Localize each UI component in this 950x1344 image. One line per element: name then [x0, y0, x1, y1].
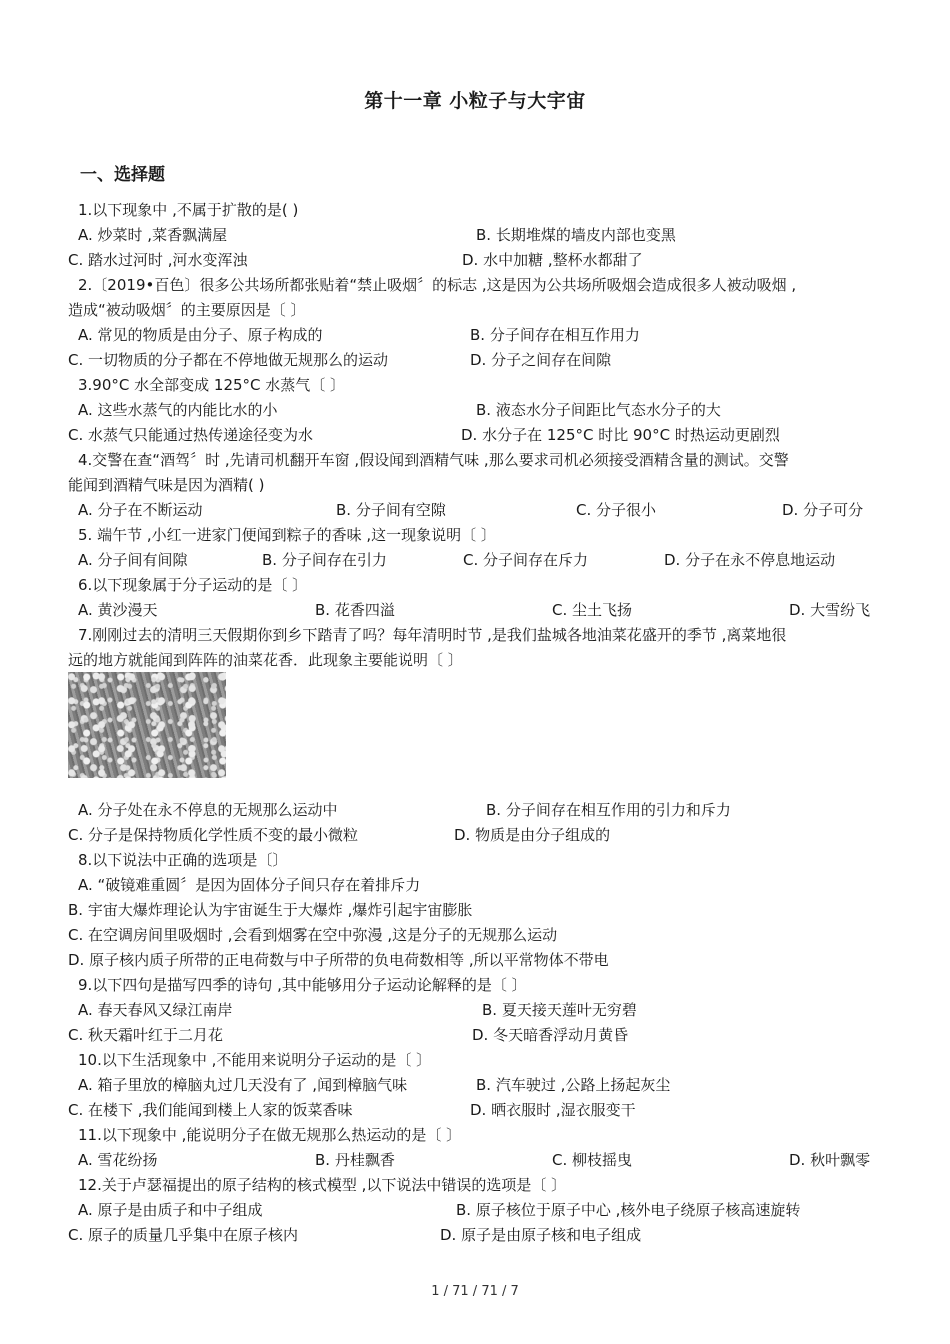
- answer-option: D. 秋叶飘零: [789, 1151, 871, 1169]
- question-text: 4.交警在查“酒驾〞时 ,先请司机翻开车窗 ,假设闻到酒精气味 ,那么要求司机必须接受酒精含量的测试。交警: [78, 451, 789, 469]
- answer-option: B. 分子间有空隙: [336, 501, 446, 519]
- question-text: 1.以下现象中 ,不属于扩散的是( ): [78, 201, 299, 219]
- answer-option: A. 箱子里放的樟脑丸过几天没有了 ,闻到樟脑气味: [78, 1076, 408, 1094]
- question-text: B. 宇宙大爆炸理论认为宇宙诞生于大爆炸 ,爆炸引起宇宙膨胀: [68, 901, 473, 919]
- answer-option: B. 丹桂飘香: [315, 1151, 395, 1169]
- answer-option: C. 分子是保持物质化学性质不变的最小微粒: [68, 826, 359, 844]
- answer-option: D. 水中加糖 ,整杯水都甜了: [462, 251, 643, 269]
- answer-option: A. 分子处在永不停息的无规那么运动中: [78, 801, 338, 819]
- answer-option: A. 黄沙漫天: [78, 601, 158, 619]
- answer-option: A. 分子在不断运动: [78, 501, 203, 519]
- answer-option: C. 在楼下 ,我们能闻到楼上人家的饭菜香味: [68, 1101, 353, 1119]
- answer-option: B. 长期堆煤的墙皮内部也变黑: [476, 226, 676, 244]
- answer-option: B. 夏天接天莲叶无穷碧: [482, 1001, 637, 1019]
- question-text: 3.90°C 水全部变成 125°C 水蒸气〔 〕: [78, 376, 346, 394]
- answer-option: C. 一切物质的分子都在不停地做无规那么的运动: [68, 351, 389, 369]
- answer-option: B. 花香四溢: [315, 601, 395, 619]
- answer-option: B. 分子间存在引力: [262, 551, 387, 569]
- answer-option: C. 踏水过河时 ,河水变浑浊: [68, 251, 248, 269]
- question-text: 远的地方就能闻到阵阵的油菜花香．此现象主要能说明〔 〕: [68, 651, 463, 669]
- page-footer: 1 / 71 / 71 / 7: [431, 1284, 519, 1299]
- answer-option: A. 雪花纷扬: [78, 1151, 158, 1169]
- answer-option: A. 这些水蒸气的内能比水的小: [78, 401, 278, 419]
- answer-option: A. 常见的物质是由分子、原子构成的: [78, 326, 323, 344]
- question-text: 7.刚刚过去的清明三天假期你到乡下踏青了吗？每年清明时节 ,是我们盐城各地油菜花盛开的季节 ,离菜地很: [78, 626, 787, 644]
- answer-option: A. 春天春风又绿江南岸: [78, 1001, 233, 1019]
- answer-option: D. 原子是由原子核和电子组成: [440, 1226, 642, 1244]
- answer-option: D. 冬天暗香浮动月黄昏: [472, 1026, 629, 1044]
- answer-option: A. 分子间有间隙: [78, 551, 188, 569]
- answer-option: D. 分子在永不停息地运动: [664, 551, 836, 569]
- question-text: 2.〔2019•百色〕很多公共场所都张贴着“禁止吸烟〞的标志 ,这是因为公共场所吸烟会造成很多人被动吸烟 ,: [78, 276, 797, 294]
- question-text: 造成“被动吸烟〞的主要原因是〔 〕: [68, 301, 306, 319]
- question-text: 12.关于卢瑟福提出的原子结构的核式模型 ,以下说法中错误的选项是〔 〕: [78, 1176, 567, 1194]
- question-text: 能闻到酒精气味是因为酒精( ): [68, 476, 265, 494]
- answer-option: C. 分子很小: [576, 501, 657, 519]
- question-text: 10.以下生活现象中 ,不能用来说明分子运动的是〔 〕: [78, 1051, 432, 1069]
- answer-option: B. 原子核位于原子中心 ,核外电子绕原子核高速旋转: [456, 1201, 801, 1219]
- answer-option: D. 水分子在 125°C 时比 90°C 时热运动更剧烈: [461, 426, 780, 444]
- answer-option: C. 分子间存在斥力: [463, 551, 589, 569]
- answer-option: D. 大雪纷飞: [789, 601, 871, 619]
- answer-option: D. 物质是由分子组成的: [454, 826, 611, 844]
- answer-option: B. 汽车驶过 ,公路上扬起灰尘: [476, 1076, 671, 1094]
- question-text: D. 原子核内质子所带的正电荷数与中子所带的负电荷数相等 ,所以平常物体不带电: [68, 951, 609, 969]
- answer-option: C. 柳枝摇曳: [552, 1151, 633, 1169]
- question-text: 5. 端午节 ,小红一进家门便闻到粽子的香味 ,这一现象说明〔 〕: [78, 526, 496, 544]
- answer-option: B. 液态水分子间距比气态水分子的大: [476, 401, 721, 419]
- question-text: C. 在空调房间里吸烟时 ,会看到烟雾在空中弥漫 ,这是分子的无规那么运动: [68, 926, 558, 944]
- question-text: 11.以下现象中 ,能说明分子在做无规那么热运动的是〔 〕: [78, 1126, 462, 1144]
- answer-option: C. 秋天霜叶红于二月花: [68, 1026, 224, 1044]
- answer-option: D. 分子可分: [782, 501, 864, 519]
- answer-option: D. 晒衣服时 ,湿衣服变干: [470, 1101, 636, 1119]
- answer-option: D. 分子之间存在间隙: [470, 351, 612, 369]
- section-heading: 一、选择题: [80, 165, 165, 185]
- question-text: A. “破镜难重圆〞是因为固体分子间只存在着排斥力: [78, 876, 421, 894]
- answer-option: B. 分子间存在相互作用力: [470, 326, 640, 344]
- question-text: 9.以下四句是描写四季的诗句 ,其中能够用分子运动论解释的是〔 〕: [78, 976, 527, 994]
- question-text: 6.以下现象属于分子运动的是〔 〕: [78, 576, 308, 594]
- answer-option: C. 原子的质量几乎集中在原子核内: [68, 1226, 299, 1244]
- answer-option: A. 炒菜时 ,菜香飘满屋: [78, 226, 228, 244]
- rapeseed-flower-photo: [68, 672, 226, 778]
- question-text: 8.以下说法中正确的选项是〔〕: [78, 851, 288, 869]
- answer-option: C. 水蒸气只能通过热传递途径变为水: [68, 426, 314, 444]
- answer-option: A. 原子是由质子和中子组成: [78, 1201, 263, 1219]
- page-title: 第十一章 小粒子与大宇宙: [364, 90, 586, 112]
- answer-option: C. 尘土飞扬: [552, 601, 633, 619]
- answer-option: B. 分子间存在相互作用的引力和斥力: [486, 801, 731, 819]
